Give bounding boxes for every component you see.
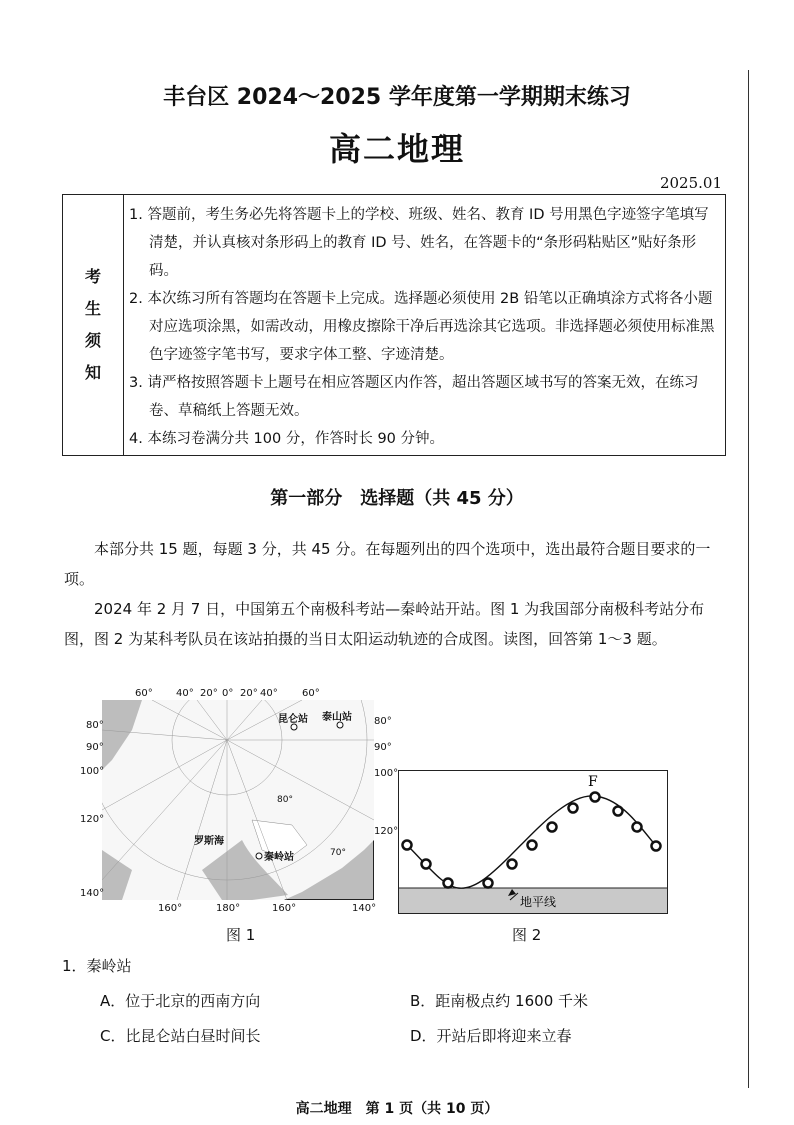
sun-position-dot bbox=[633, 823, 642, 832]
exam-title: 丰台区 2024～2025 学年度第一学期期末练习 bbox=[163, 85, 631, 110]
figure1-map bbox=[102, 700, 374, 900]
notice-label-char: 生 bbox=[84, 299, 101, 318]
fig1-left-label: 120° bbox=[80, 814, 105, 825]
sun-position-dot bbox=[422, 860, 431, 869]
fig1-top-label: 60° bbox=[135, 688, 153, 699]
option-c: C．比昆仑站白昼时间长 bbox=[100, 1027, 261, 1045]
fig1-left-label: 90° bbox=[86, 742, 104, 753]
fig1-right-label: 140° bbox=[352, 903, 377, 914]
sun-position-dot bbox=[614, 807, 623, 816]
sun-position-dot bbox=[548, 823, 557, 832]
page-footer: 高二地理 第 1 页（共 10 页） bbox=[295, 1101, 499, 1117]
station-qinling: 秦岭站 bbox=[264, 852, 294, 863]
sun-position-dot bbox=[652, 842, 661, 851]
sea-ross: 罗斯海 bbox=[194, 836, 224, 847]
option-a: A．位于北京的西南方向 bbox=[100, 992, 261, 1010]
fig1-top-label: 40° bbox=[176, 688, 194, 699]
lat-label: 80° bbox=[277, 795, 293, 805]
sun-position-dot bbox=[591, 793, 600, 802]
sun-position-dot bbox=[508, 860, 517, 869]
sun-position-dot bbox=[569, 804, 578, 813]
fig1-right-label: 90° bbox=[374, 742, 392, 753]
fig1-bottom-label: 180° bbox=[216, 903, 241, 914]
lat-label: 70° bbox=[330, 848, 346, 858]
sun-position-dot bbox=[528, 841, 537, 850]
notice-label-char: 知 bbox=[84, 363, 101, 382]
fig1-top-label: 0° bbox=[222, 688, 234, 699]
fig1-top-label: 60° bbox=[302, 688, 320, 699]
fig1-right-label: 120° bbox=[374, 826, 399, 837]
notice-item: 1. 答题前，考生务必先将答题卡上的学校、班级、姓名、教育 ID 号用黑色字迹签字笔填写清楚，并认真核对条形码上的教育 ID 号、姓名，在答题卡的“条形码粘贴区”贴好条形码。 bbox=[129, 207, 709, 279]
question1-stem: 1．秦岭站 bbox=[62, 957, 132, 975]
notice-item: 3. 请严格按照答题卡上题号在相应答题区内作答，超出答题区域书写的答案无效，在练习卷、草稿纸上答题无效。 bbox=[129, 375, 699, 419]
fig1-top-label: 40° bbox=[260, 688, 278, 699]
notice-label-char: 考 bbox=[84, 267, 101, 286]
fig1-right-label: 80° bbox=[374, 716, 392, 727]
notice-list bbox=[129, 201, 719, 453]
fig1-right-label: 100° bbox=[374, 768, 399, 779]
part-title: 第一部分 选择题（共 45 分） bbox=[270, 488, 524, 509]
subject-title: 高二地理 bbox=[328, 130, 465, 168]
sun-position-dot bbox=[484, 879, 493, 888]
station-kunlun: 昆仑站 bbox=[278, 714, 308, 725]
station-taishan: 泰山站 bbox=[322, 712, 352, 723]
option-d: D．开站后即将迎来立春 bbox=[410, 1027, 572, 1045]
notice-box bbox=[62, 194, 726, 456]
fig1-left-label: 140° bbox=[80, 888, 105, 899]
figure1-caption: 图 1 bbox=[226, 926, 256, 944]
horizon-label: 地平线 bbox=[520, 895, 557, 909]
part-intro: 本部分共 15 题，每题 3 分，共 45 分。在每题列出的四个选项中，选出最符合题目要求的一项。 bbox=[64, 540, 711, 588]
notice-label-char: 须 bbox=[84, 331, 101, 350]
fig1-left-label: 80° bbox=[86, 720, 104, 731]
fig1-bottom-label: 160° bbox=[158, 903, 183, 914]
fig1-top-label: 20° bbox=[240, 688, 258, 699]
station-qinling-marker bbox=[256, 853, 262, 859]
notice-item: 4. 本练习卷满分共 100 分，作答时长 90 分钟。 bbox=[129, 431, 445, 447]
question-stem: 2024 年 2 月 7 日，中国第五个南极科考站—秦岭站开站。图 1 为我国部分南极科考站分布图，图 2 为某科考队员在该站拍摄的当日太阳运动轨迹的合成图。读图，回答第 1～3 题。 bbox=[64, 600, 705, 648]
notice-item: 2. 本次练习所有答题均在答题卡上完成。选择题必须使用 2B 铅笔以正确填涂方式将各小题对应选项涂黑，如需改动，用橡皮擦除干净后再选涂其它选项。非选择题必须使用标准黑色字迹签字笔书写，要求字体工整、字迹清楚。 bbox=[129, 291, 715, 363]
figure2-caption: 图 2 bbox=[512, 926, 542, 944]
margin-line bbox=[748, 70, 749, 1088]
sun-peak-label: F bbox=[588, 774, 598, 790]
exam-date: 2025.01 bbox=[659, 174, 722, 192]
fig1-bottom-label: 160° bbox=[272, 903, 297, 914]
sun-position-dot bbox=[444, 879, 453, 888]
fig1-top-label: 20° bbox=[200, 688, 218, 699]
option-b: B．距南极点约 1600 千米 bbox=[410, 992, 589, 1010]
fig1-left-label: 100° bbox=[80, 766, 105, 777]
sun-position-dot bbox=[403, 841, 412, 850]
notice-label bbox=[63, 195, 124, 455]
figure2-sun-path bbox=[398, 770, 668, 914]
